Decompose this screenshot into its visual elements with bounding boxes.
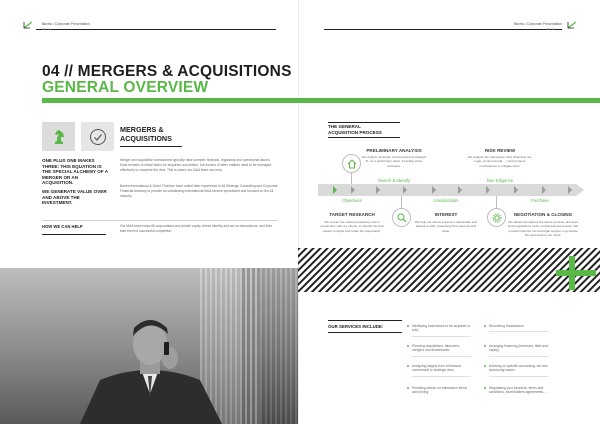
header-rule-right: [324, 29, 562, 30]
services-rule-bottom: [328, 332, 402, 333]
help-rule-top: [42, 220, 278, 221]
section-title-line-1: MERGERS &: [120, 125, 164, 134]
service-item: [484, 364, 548, 377]
help-text: Our M&A team helps All corporations and private equity clients identify and act on transactions, and then take them to successful completion.: [120, 224, 273, 233]
process-rule-bottom: [328, 137, 400, 138]
service-item: [484, 386, 548, 395]
bullet-icon: [407, 365, 409, 367]
service-item: [484, 324, 548, 332]
services-label: OUR SERVICES INCLUDE:: [328, 324, 384, 329]
step-risk-review-desc: We analyze the transaction risks (financial, tax, legal, environmental, ...) and propose mechanisms to mitigate them.: [467, 155, 533, 168]
process-title-line-2: ACQUISITION PROCESS: [328, 129, 382, 135]
service-item-text: Advising on specific accounting, tax and structuring issues.: [489, 364, 548, 373]
step-interest-tag: Unsolicitation: [433, 198, 459, 203]
process-title-line-1: THE GENERAL: [328, 124, 361, 129]
service-item-text: Planning acquisitions, takeovers, mergers and divestments.: [412, 344, 461, 353]
step-target-research-heading: TARGET RESEARCH: [329, 212, 375, 217]
step-preliminary-analysis-desc: We analyze financial, commercial and strategic fit, on a preliminary basis, including value estimates.: [361, 155, 427, 168]
services-rule-top: [328, 320, 402, 321]
page-subheading: GENERAL OVERVIEW: [42, 79, 209, 96]
service-item: [407, 324, 471, 337]
service-item-text: Analyzing targets from a financial, commercial or strategic view.: [412, 364, 462, 373]
bullet-icon: [407, 325, 409, 327]
service-divider: [412, 336, 471, 337]
step-risk-review-tag: Due Diligence: [486, 178, 514, 183]
header-rule-left: [36, 29, 276, 30]
step-interest-desc: We help our clients present a reasonable and attractive offer, protecting their interests and value.: [414, 220, 478, 233]
service-item-text: Negotiating your structure, terms and conditions, shareholders agreements, ...: [489, 386, 548, 395]
service-item: [484, 344, 548, 357]
hatch-band: [298, 248, 600, 292]
service-item-text: Structuring transactions.: [489, 324, 525, 328]
service-divider: [489, 356, 548, 357]
step-target-research-tag: Objectives: [342, 198, 362, 203]
step-interest-heading: INTEREST: [434, 212, 458, 217]
service-item: [407, 386, 471, 395]
header-title-left: Baxtra • Corporate Presentation: [42, 22, 90, 26]
service-item: [407, 364, 471, 377]
photo-figure: [0, 268, 298, 424]
intro-value: WE GENERATE VALUE OVER AND ABOVE THE INVESTMENT.: [42, 189, 107, 205]
header-page-right: 05 | 11: [546, 27, 555, 31]
step-risk-review-heading: RISK REVIEW: [484, 148, 516, 153]
bullet-icon: [407, 345, 409, 347]
header-title-right: Baxtra • Corporate Presentation: [514, 22, 562, 26]
house-icon: [342, 154, 361, 173]
stem-2: [401, 196, 402, 208]
section-title: [120, 125, 172, 144]
check-badge-icon: [81, 122, 114, 151]
bullet-icon: [407, 387, 409, 389]
overview-paragraph: Merger and acquisition transactions typically raise complex financial, regulatory and operational issues. Most remains a critical factor for acquirers and sellers, but dozens of other matters need to be managed effectively to complete the deal. This is where our M&A team can help.: [120, 158, 272, 172]
service-divider: [489, 376, 548, 377]
chess-knight-icon: [42, 122, 75, 151]
step-preliminary-analysis-heading: PRELIMINARY ANALYSIS: [366, 148, 422, 153]
businessman-photo: [0, 268, 298, 424]
process-timeline: [318, 184, 590, 196]
intro-statement: ONE PLUS ONE MAKES THREE: THIS EQUATION IS THE SPECIAL ALCHEMY OF A MERGER OR AN ACQUISITION.: [42, 158, 108, 185]
step-negotiation-desc: We advise throughout the whole process, and lead final negotiations of the contractual documents. We provide financial, tax and legal support to generate the best deal for our client.: [507, 220, 579, 237]
help-rule-bottom: [42, 234, 106, 235]
bullet-icon: [484, 345, 486, 347]
header-page-left: 04 | 11: [42, 27, 51, 31]
service-item: [407, 344, 471, 357]
service-item-text: Identifying businesses to be acquired or sold.: [412, 324, 471, 333]
stem-3: [496, 196, 497, 208]
brand-logo-left: [22, 18, 34, 30]
section-rule: [120, 146, 182, 147]
bullet-icon: [484, 365, 486, 367]
bullet-icon: [484, 387, 486, 389]
bullet-icon: [484, 325, 486, 327]
service-divider: [489, 331, 548, 332]
brand-logo-right: [566, 18, 578, 30]
accent-bar: [42, 98, 600, 103]
gear-icon: [487, 208, 506, 227]
magnifier-icon: [392, 208, 411, 227]
stem-1: [351, 172, 352, 184]
service-item-text: Arranging financing (revenues, debt and equity).: [489, 344, 548, 353]
help-label: HOW WE CAN HELP: [42, 224, 83, 229]
process-rule-top: [328, 122, 400, 123]
step-negotiation-heading: NEGOTIATION & CLOSING: [513, 212, 573, 217]
service-item-text: Providing advice on transaction terms and pricing.: [412, 386, 467, 395]
page-spine: [298, 0, 299, 424]
step-preliminary-analysis-tag: Search & Identify: [378, 178, 410, 183]
service-divider: [412, 376, 471, 377]
service-divider: [412, 356, 471, 357]
page-heading: 04 // MERGERS & ACQUISITIONS: [42, 63, 292, 80]
step-negotiation-tag: Purchase: [531, 198, 549, 203]
section-title-line-2: ACQUISITIONS: [120, 134, 172, 144]
step-target-research-desc: We screen the market proactively and in conjunction with our clients, to identify the best assets to target and retain the opportunity.: [320, 220, 384, 233]
partnership-paragraph: Baxtra International & Grant Thornton have united their experience in All Strategic Consulting and Corporate Financial Advisory to provide an outstanding international M&A service specialized and focused on the All industry.: [120, 184, 278, 198]
process-title: [328, 124, 382, 136]
